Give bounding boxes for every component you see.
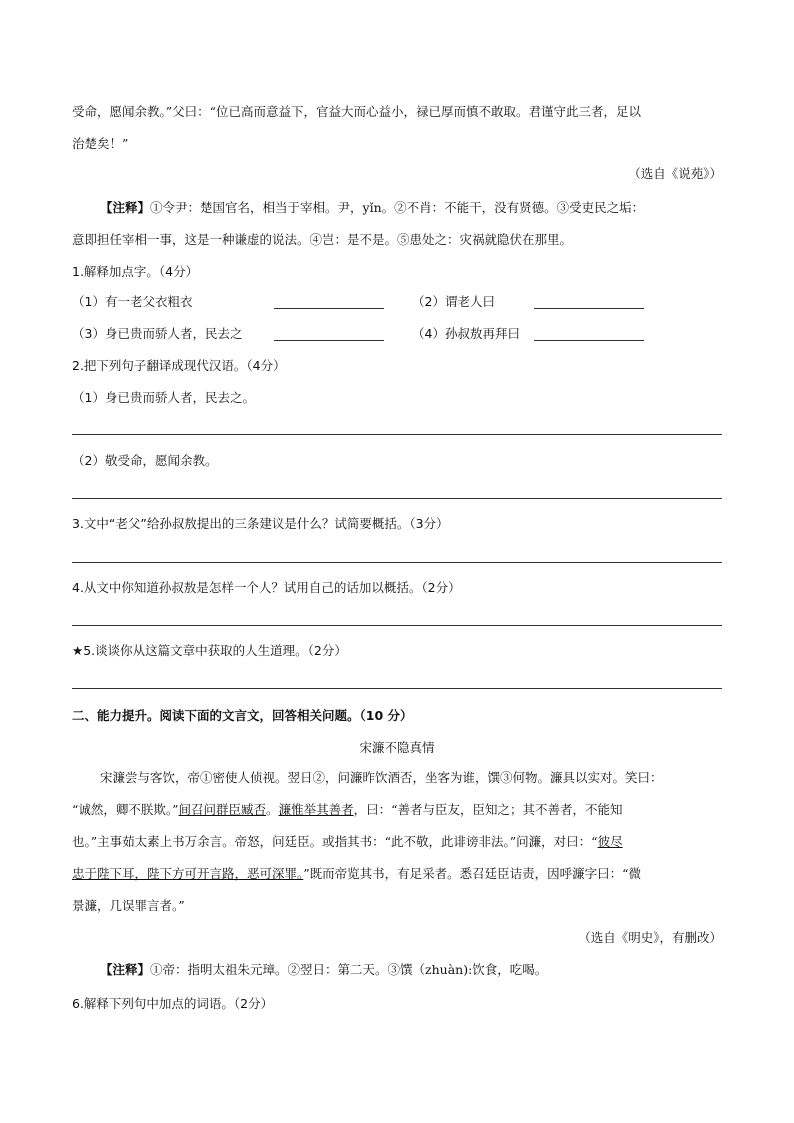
question-2-sub: （1）身已贵而骄人者，民去之。 xyxy=(72,390,255,405)
passage-text: “诚然，卿不朕欺。” xyxy=(72,802,179,817)
question-1-item: （4）孙叔敖再拜曰 xyxy=(412,326,520,341)
answer-blank[interactable] xyxy=(534,294,644,309)
passage-line xyxy=(72,866,722,882)
passage-line xyxy=(72,834,722,850)
annotation-label: 【注释】 xyxy=(100,200,151,215)
answer-line[interactable] xyxy=(72,562,722,563)
annotation-text: ①令尹：楚国官名，相当于宰相。尹，yǐn。②不肖：不能干，没有贤德。③受吏民之垢： xyxy=(150,200,645,215)
question-2-sub: （2）敬受命，愿闻余教。 xyxy=(72,453,218,468)
answer-line[interactable] xyxy=(72,434,722,435)
answer-line[interactable] xyxy=(72,688,722,689)
annotation xyxy=(72,200,722,216)
question-3-title: 3.文中“老父”给孙叔敖提出的三条建议是什么？试简要概括。（3分） xyxy=(72,516,449,531)
question-2-title: 2.把下列句子翻译成现代汉语。（4分） xyxy=(72,358,286,373)
annotation-text: ①帝：指明太祖朱元璋。②翌日：第二天。③馔（zhuàn):饮食，吃喝。 xyxy=(150,962,548,977)
question-1-item: （3）身已贵而骄人者，民去之 xyxy=(72,326,243,341)
passage-text: 。 xyxy=(266,802,279,817)
passage-line xyxy=(72,802,722,818)
annotation-label: 【注释】 xyxy=(100,962,151,977)
answer-blank[interactable] xyxy=(274,294,384,309)
passage-line: 受命，愿闻余教。”父曰：“位已高而意益下，官益大而心益小，禄已厚而慎不敢取。君谨守此三者，足以 xyxy=(72,104,642,119)
answer-blank[interactable] xyxy=(274,326,384,341)
annotation xyxy=(72,962,722,978)
passage-line: 景濂，几误罪言者。” xyxy=(72,898,185,913)
question-1-title: 1.解释加点字。（4分） xyxy=(72,264,199,279)
passage-title: 宋濂不隐真情 xyxy=(359,740,435,755)
passage-source: （选自《说苑》） xyxy=(628,166,722,181)
underlined-text: 忠于陛下耳，陛下方可开言路，恶可深罪。 xyxy=(72,866,304,881)
underlined-text: 濂惟举其善者 xyxy=(278,802,354,817)
question-1-row xyxy=(72,326,722,344)
passage-text: 也。”主事茹太素上书万余言。帝怒，问廷臣。或指其书：“此不敬，此诽谤非法。”问濂，对曰：“ xyxy=(72,834,598,849)
annotation-text: 意即担任宰相一事，这是一种谦虚的说法。④岂：是不是。⑤患处之：灾祸就隐伏在那里。 xyxy=(72,232,573,247)
answer-line[interactable] xyxy=(72,498,722,499)
question-1-item: （1）有一老父衣粗衣 xyxy=(72,294,193,309)
question-1-row xyxy=(72,294,722,312)
underlined-text: 间召问群臣臧否 xyxy=(178,802,267,817)
passage-text: ”既而帝览其书，有足采者。悉召廷臣诘责，因呼濂字曰：“微 xyxy=(303,866,642,881)
question-4-title: 4.从文中你知道孙叔敖是怎样一个人？试用自己的话加以概括。（2分） xyxy=(72,580,461,595)
passage-source: （选自《明史》，有删改） xyxy=(578,930,722,945)
underlined-text: 彼尽 xyxy=(597,834,623,849)
answer-line[interactable] xyxy=(72,625,722,626)
question-6-title: 6.解释下列句中加点的词语。（2分） xyxy=(72,996,274,1011)
passage-line: 宋濂尝与客饮，帝①密使人侦视。翌日②，问濂昨饮酒否，坐客为谁，馔③何物。濂具以实对。笑曰： xyxy=(100,770,663,785)
passage-line: 治楚矣！” xyxy=(72,136,129,151)
passage-text: ，曰：“善者与臣友，臣知之；其不善者，不能知 xyxy=(353,802,623,817)
answer-blank[interactable] xyxy=(534,326,644,341)
question-5-title: ★5.谈谈你从这篇文章中获取的人生道理。（2分） xyxy=(72,643,347,658)
section-heading: 二、能力提升。阅读下面的文言文，回答相关问题。（10 分） xyxy=(72,708,413,723)
question-1-item: （2）谓老人曰 xyxy=(412,294,495,309)
